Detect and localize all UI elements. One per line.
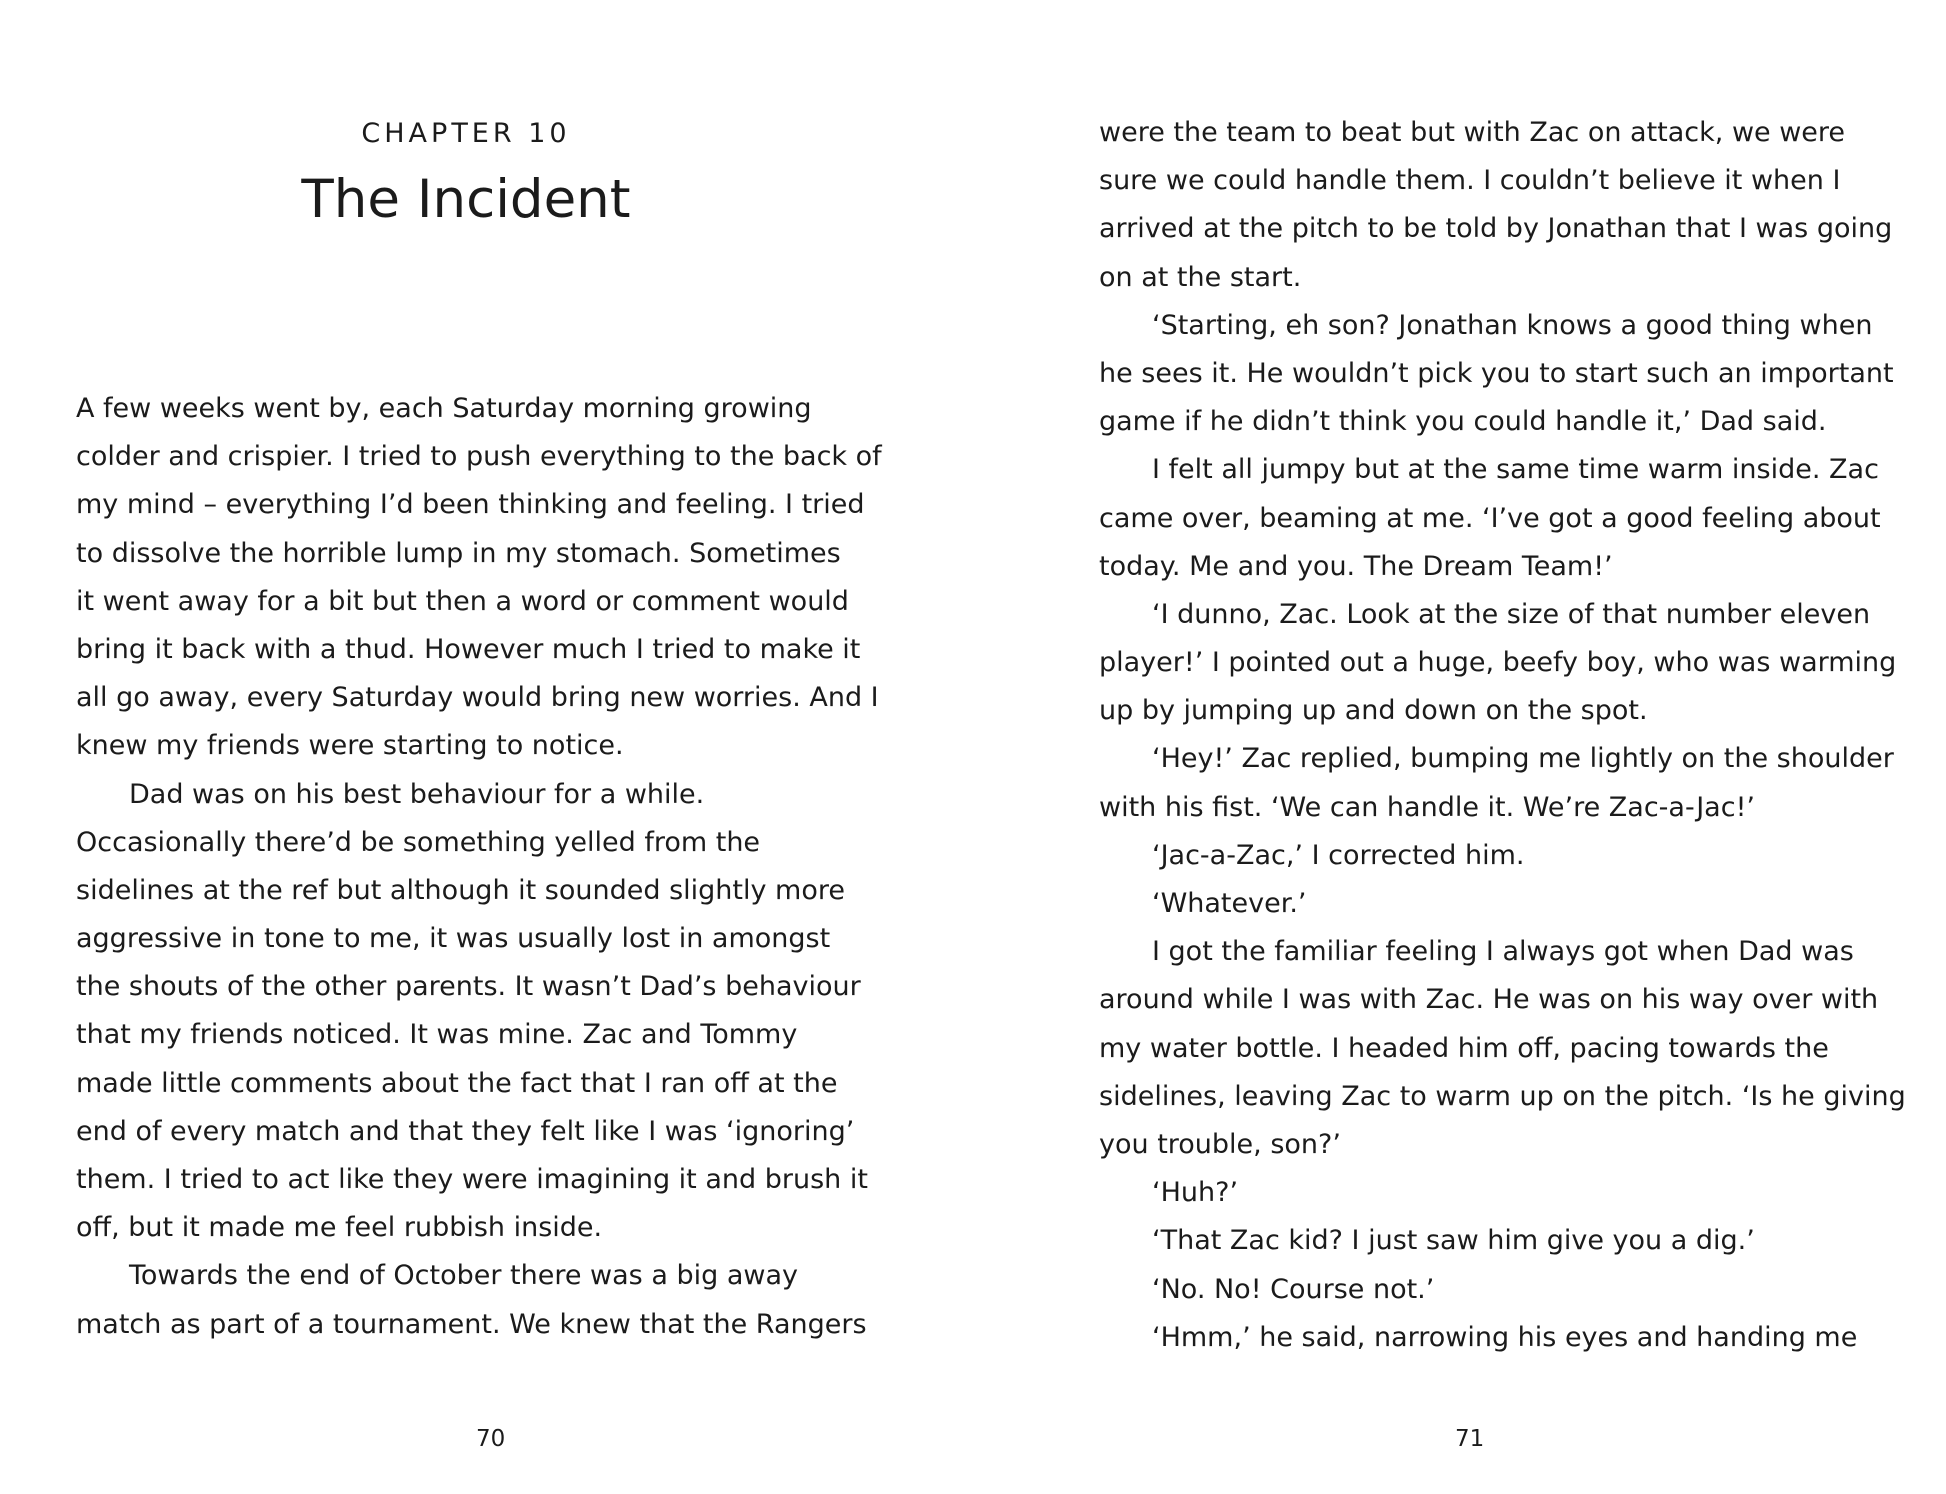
text-line: A few weeks went by, each Saturday morning growing <box>76 393 812 424</box>
text-line: player!’ I pointed out a huge, beefy boy, who was warming <box>1099 647 1897 679</box>
text-line: ‘Starting, eh son? Jonathan knows a good thing when <box>1152 309 1873 341</box>
text-line: ‘Hey!’ Zac replied, bumping me lightly on the shoulder <box>1152 743 1894 775</box>
text-line: today. Me and you. The Dream Team!’ <box>1099 550 1613 582</box>
text-line: came over, beaming at me. ‘I’ve got a good feeling about <box>1099 502 1881 534</box>
chapter-title: The Incident <box>301 169 631 230</box>
text-line: you trouble, son?’ <box>1099 1128 1341 1160</box>
text-line: ‘I dunno, Zac. Look at the size of that number eleven <box>1152 598 1871 630</box>
chapter-label: CHAPTER 10 <box>361 118 571 149</box>
text-line: he sees it. He wouldn’t pick you to start such an important <box>1099 357 1894 389</box>
text-line: match as part of a tournament. We knew that the Rangers <box>76 1308 867 1340</box>
text-line: I felt all jumpy but at the same time warm inside. Zac <box>1152 454 1879 486</box>
text-line: sure we could handle them. I couldn’t believe it when I <box>1099 165 1841 197</box>
text-line: all go away, every Saturday would bring new worries. And I <box>76 682 879 714</box>
text-line: off, but it made me feel rubbish inside. <box>76 1212 603 1244</box>
text-line: it went away for a bit but then a word or comment would <box>76 585 849 617</box>
text-line: colder and crispier. I tried to push everything to the back of <box>76 441 882 473</box>
text-line: ‘No. No! Course not.’ <box>1152 1273 1435 1305</box>
text-line: sidelines at the ref but although it sounded slightly more <box>76 874 845 906</box>
right-page-body-text <box>1099 109 1906 1362</box>
text-line: to dissolve the horrible lump in my stomach. Sometimes <box>76 537 841 569</box>
text-line: ‘Jac-a-Zac,’ I corrected him. <box>1152 839 1525 871</box>
text-line: with his fist. ‘We can handle it. We’re Zac-a-Jac!’ <box>1099 791 1755 823</box>
text-line: my mind – everything I’d been thinking and feeling. I tried <box>76 489 865 521</box>
text-line: ‘That Zac kid? I just saw him give you a dig.’ <box>1152 1225 1755 1257</box>
text-line: up by jumping up and down on the spot. <box>1099 695 1648 727</box>
page-number-left: 70 <box>476 1426 506 1452</box>
text-line: ‘Hmm,’ he said, narrowing his eyes and handing me <box>1152 1321 1858 1353</box>
right-page <box>1099 0 1906 1494</box>
text-line: that my friends noticed. It was mine. Zac and Tommy <box>76 1019 798 1051</box>
text-line: arrived at the pitch to be told by Jonathan that I was going <box>1099 213 1893 245</box>
text-line: game if he didn’t think you could handle it,’ Dad said. <box>1099 406 1827 438</box>
text-line: my water bottle. I headed him off, pacing towards the <box>1099 1032 1829 1064</box>
text-line: around while I was with Zac. He was on his way over with <box>1099 984 1879 1016</box>
text-line: were the team to beat but with Zac on attack, we were <box>1099 117 1846 148</box>
text-line: the shouts of the other parents. It wasn’t Dad’s behaviour <box>76 971 861 1003</box>
text-line: them. I tried to act like they were imagining it and brush it <box>76 1164 868 1195</box>
left-page <box>76 0 882 1494</box>
text-line: ‘Whatever.’ <box>1152 888 1307 919</box>
text-line: Dad was on his best behaviour for a while. <box>129 778 705 810</box>
text-line: aggressive in tone to me, it was usually lost in amongst <box>76 923 831 955</box>
text-line: sidelines, leaving Zac to warm up on the pitch. ‘Is he giving <box>1099 1080 1906 1112</box>
text-line: ‘Huh?’ <box>1152 1177 1239 1209</box>
text-line: end of every match and that they felt like I was ‘ignoring’ <box>76 1115 855 1147</box>
text-line: I got the familiar feeling I always got when Dad was <box>1152 936 1854 968</box>
text-line: Occasionally there’d be something yelled from the <box>76 826 761 858</box>
text-line: bring it back with a thud. However much I tried to make it <box>76 633 861 665</box>
text-line: knew my friends were starting to notice. <box>76 730 624 762</box>
text-line: made little comments about the fact that I ran off at the <box>76 1067 838 1099</box>
page-number-right: 71 <box>1455 1426 1485 1452</box>
text-line: on at the start. <box>1099 261 1302 293</box>
left-page-body-text <box>76 385 882 1349</box>
text-line: Towards the end of October there was a big away <box>129 1260 798 1292</box>
